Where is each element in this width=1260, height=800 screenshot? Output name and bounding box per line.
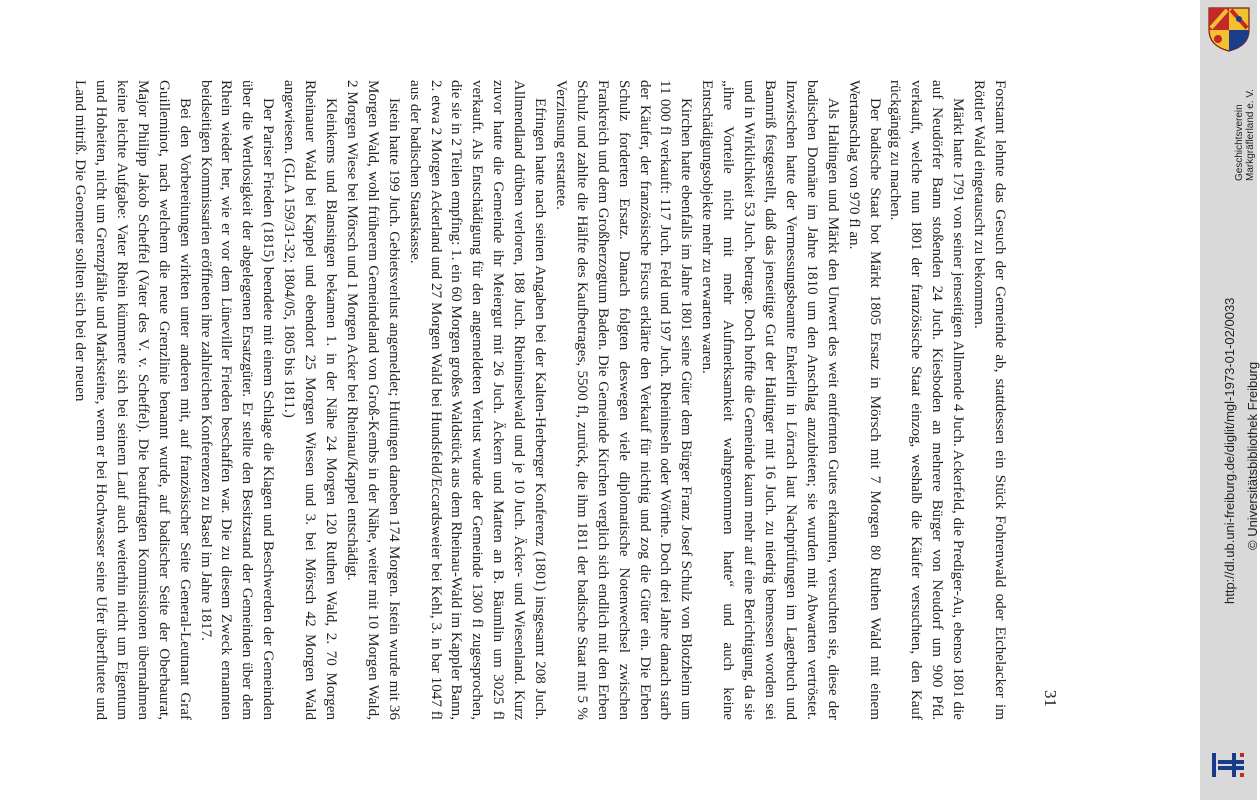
paragraph: Efringen hatte nach seinen Angaben bei der Kalten-Herberger Konferenz (1801) insgesamt 208 Juch. Allmendland drüben verloren, 188 Juch. Rheininselwald und je 10 Juch. Äcker- und Wiesenland. Kurz zuvor hatte die Gemeinde ihr Meiergut mit 26 Juch. Äckern und Matten an B. Bäumlin um 3025 fl verkauft. Als Entschädigung für den angemeldeten Verlust wurde der Gemeinde 1300 fl zugesprochen, die sie in 2 Teilen empfing: 1. ein 60 Morgen großes Waldstück aus dem Rheinau-Wald im Kappler Bann, 2. etwa 2 Morgen Ackerland und 27 Morgen Wald bei Hundsfeld/Eccardsweier bei Kehl, 3. in bar 1047 fl aus der badischen Staatskasse. bbox=[406, 80, 549, 720]
copyright-notice: © Universitätsbibliothek Freiburg bbox=[1245, 361, 1260, 550]
paragraph: Istein hatte 199 Juch. Gebietsverlust angemeldet; Huttingen daneben 174 Morgen. Istein wurde mit 36 Morgen Wald, wohl früherem Gemeindeland von Groß-Kembs in der Nähe, weiter mit 10 Morgen Wald, 2 Morgen Wiese bei Mörsch und 1 Morgen Acker bei Rheinau/Kappel entschädigt. bbox=[343, 80, 402, 720]
paragraph: Bei den Vorbereitungen wirkten unter anderen mit, auf französischer Seite General-Leutnant Graf Guilleminot, nach welchem die neue Grenzlinie benannt wurde, auf badischer Seite der Oberbaurat, Major Philipp Jakob Scheffel (Vater des V. v. Scheffel). Die beauftragten Kommissionen übernahmen keine leichte Aufgabe: Vater Rhein kümmerte sich bei seinem Lauf auch weiterhin nicht um Eigentum und Hoheiten, nicht um Grenzpfähle und Marksteine, wenn er bei Hochwasser seine Ufer überflutete und Land mitriß. Die Geometer sollten sich bei der neuen bbox=[72, 80, 193, 720]
ub-freiburg-logo-icon bbox=[1210, 750, 1250, 780]
source-url[interactable]: http://dl.ub.uni-freiburg.de/diglit/mgl-1973-01-02/0033 bbox=[1222, 297, 1237, 604]
paragraph: Kirchen hatte ebenfalls im Jahre 1801 seine Güter dem Bürger Franz Josef Schulz von Blotzheim um 11 000 fl verkauft: 117 Juch. Feld und 197 Juch. Rheininseln oder Wörthe. Doch drei Jahre danach starb der Käufer, der französische Fiscus erklärte den Verkauf für nichtig und zog die Güter ein. Die Erben Schulz forderten Ersatz. Danach folgten deswegen viele diplomatische Notenwechsel zwischen Frankreich und dem Großherzogtum Baden. Die Gemeinde Kirchen verglich sich endlich mit den Erben Schulz und zahlte die Hälfte des Kaufbetrages, 5500 fl, zurück, die ihm 1811 der badische Staat mit 5 % Verzinsung erstattete. bbox=[552, 80, 695, 720]
society-name bbox=[1234, 89, 1256, 181]
rotated-page-content bbox=[72, 60, 1090, 740]
society-line: Markgräflerland e. V. bbox=[1245, 89, 1256, 181]
paragraph: Als Haltingen und Märkt den Unwert des weit entfernten Gutes erkannten, versuchten sie, diese der badischen Domäne im Jahre 1810 um den Anschlag anzubieten; sie wurden mit Abwarten vertröstet. Inzwischen hatte der Vermessungsbeamte Enkerlin in Lörrach laut Nachprüfungen im Lagerbuch und Bannriß festgestellt, daß das jenseitige Gut der Haltinger mit 16 Juch. zu niedrig bemessen worden sei und in Wirklichkeit 53 Juch. betrage. Doch hoffte die Gemeinde kaum mehr auf eine Berichtigung, da sie „ihre Vorteile nicht mit mehr Aufmerksamkeit wahrgenommen hatte“ und auch keine Entschädigungsobjekte mehr zu erwarten waren. bbox=[699, 80, 841, 720]
article-text bbox=[69, 80, 1010, 720]
page-number: 31 bbox=[1041, 690, 1060, 707]
paragraph: Der badische Staat bot Märkt 1805 Ersatz in Mörsch mit 7 Morgen 80 Ruthen Wald mit einem Wertanschlag von 970 fl an. bbox=[845, 80, 883, 720]
coat-of-arms-icon bbox=[1207, 6, 1251, 52]
paragraph: Kleinkems und Blansingen bekamen 1. in der Nähe 24 Morgen 120 Ruthen Wald, 2. 70 Morgen Rheinauer Wald bei Kappel und ebendort 25 Morgen Wiesen und 3. bei Mörsch 42 Morgen Wald angewiesen. (GLA 159/31-32; 1804/05, 1805 bis 1811.) bbox=[281, 80, 339, 720]
paragraph: Der Pariser Frieden (1815) beendete mit einem Schlage die Klagen und Beschwerden der Gemeinden über die Wertlosigkeit der abgelegenen Ersatzgüter. Er stellte den Besitzstand der Gemeinden über dem Rhein wieder her, wie er vor dem Lüneviller Frieden beschaffen war. Die zu diesem Zweck ernannten beidseitigen Kommissarien eröffneten ihre zahlreichen Konferenzen zu Basel im Jahre 1817. bbox=[197, 80, 277, 720]
society-line: Geschichtsverein bbox=[1234, 104, 1245, 181]
paragraph: Märkt hatte 1791 von seiner jenseitigen Allmende 4 Juch. Ackerfeld, die Prediger-Au, ebenso 1801 die auf Neudörfer Bann stoßenden 24 Juch. Kiesboden an mehrere Bürger von Neudorf um 900 Pfd. verkauft, welche nun 1801 der französische Staat einzog, weshalb die Käufer versuchten, den Kauf rückgängig zu machen. bbox=[887, 80, 967, 720]
paragraph: Forstamt lehnte das Gesuch der Gemeinde ab, stattdessen ein Stück Fohrenwald oder Eichelacker im Röttler Wald eingetauscht zu bekommen. bbox=[971, 80, 1008, 720]
